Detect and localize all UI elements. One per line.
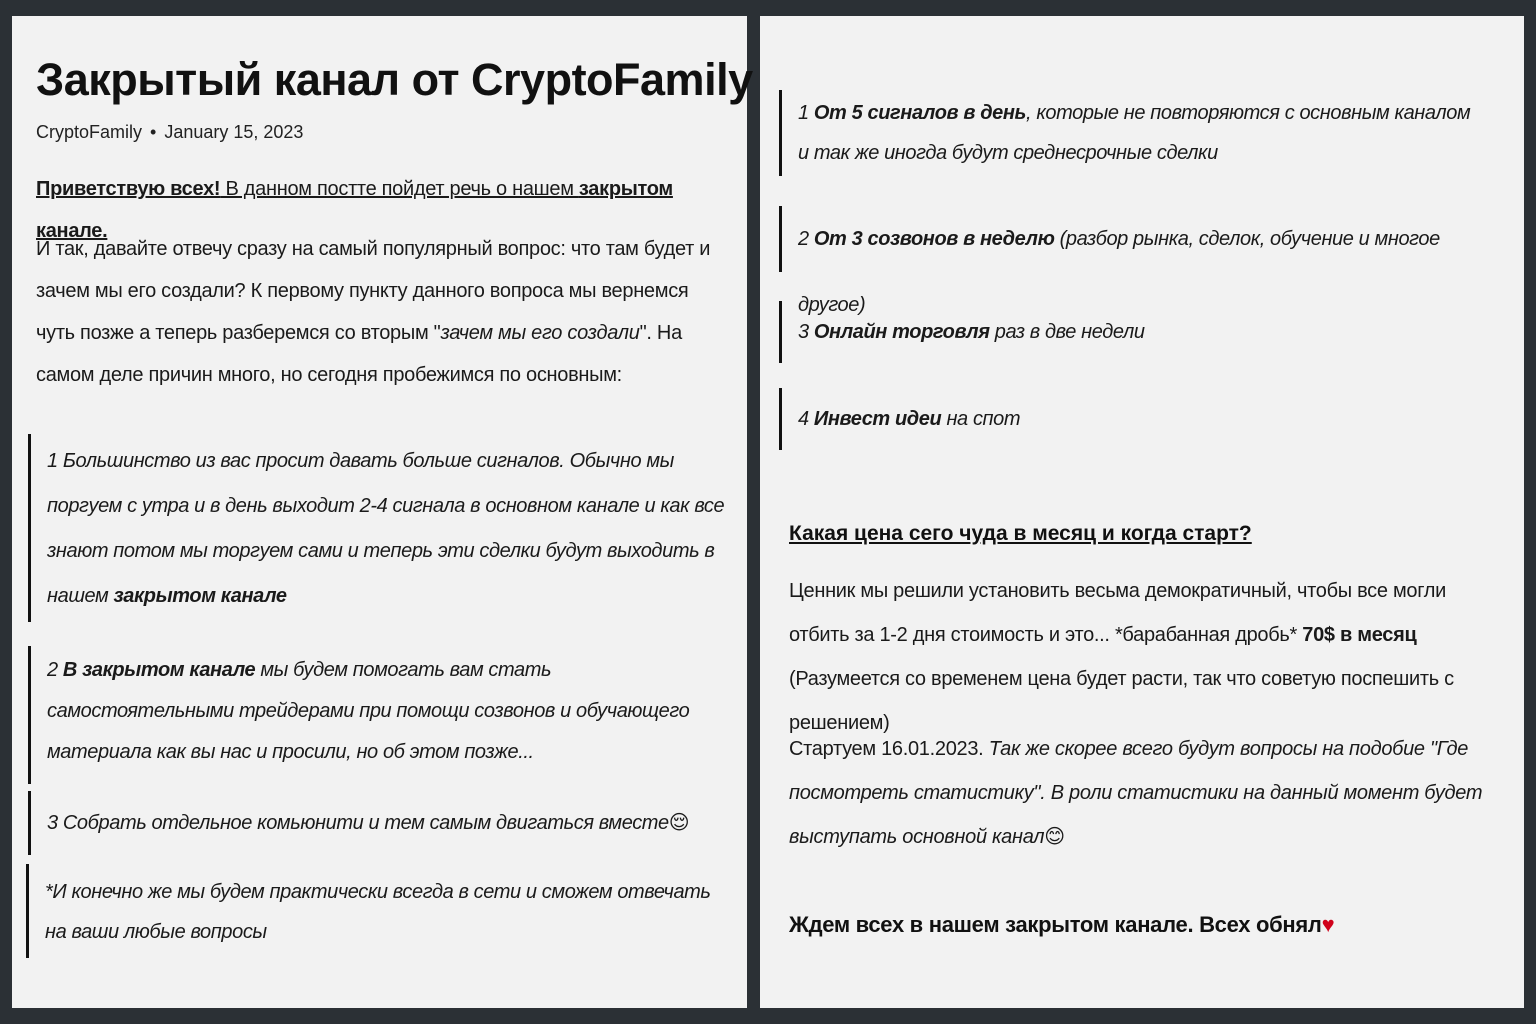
quote-1-text: 1 Большинство из вас просит давать больше сигналов. Обычно мы поргуем с утра и в день выходит 2-4 сигнала в основном канале и как все знают потом мы торгуем сами и теперь эти сделки будут выходить в нашем bbox=[47, 450, 725, 607]
intro-italic: зачем мы его создали bbox=[440, 322, 640, 344]
price-text-2: (Разумеется со временем цена будет расти, так что советую поспешить с решением) bbox=[789, 668, 1454, 734]
feature-4-num: 4 bbox=[798, 408, 814, 430]
price-paragraph bbox=[789, 569, 1489, 745]
quote-2-num: 2 bbox=[47, 659, 63, 681]
price-bold: 70$ в месяц bbox=[1302, 624, 1417, 646]
heart-icon: ♥ bbox=[1321, 912, 1335, 937]
quote-4-text: *И конечно же мы будем практически всегда в сети и сможем отвечать на ваши любые вопросы bbox=[45, 881, 711, 943]
quote-2-bold: В закрытом канале bbox=[62, 659, 256, 681]
quote-2-text: мы будем помогать вам стать самостоятельными трейдерами при помощи созвонов и обучающего материала как вы нас и просили, но об этом позже... bbox=[47, 659, 690, 763]
greeting-bold-end: закрытом канале. bbox=[36, 178, 673, 242]
intro-text-2: ". На самом деле причин много, но сегодня пробежимся по основным: bbox=[36, 322, 682, 386]
quote-reason-2 bbox=[28, 646, 728, 784]
feature-item-4 bbox=[779, 388, 1479, 450]
quote-1-bold: закрытом канале bbox=[113, 585, 287, 607]
post-page-left bbox=[12, 16, 753, 1008]
intro-paragraph bbox=[36, 228, 726, 396]
feature-1-text: , которые не повторяются с основным каналом и так же иногда будут среднесрочные сделки bbox=[798, 102, 1471, 164]
start-paragraph bbox=[789, 727, 1489, 859]
post-page-right bbox=[760, 16, 1524, 1008]
start-text: Стартуем 16.01.2023. bbox=[789, 738, 989, 760]
feature-2-num: 2 bbox=[798, 228, 814, 250]
start-italic: Так же скорее всего будут вопросы на подобие "Где посмотреть статистику". В роли статистики на данный момент будет выступать основной канал bbox=[789, 738, 1483, 848]
feature-4-text: на спот bbox=[941, 408, 1021, 430]
post-meta bbox=[36, 122, 303, 143]
post-date: January 15, 2023 bbox=[164, 122, 304, 142]
intro-text-1: И так, давайте отвечу сразу на самый популярный вопрос: что там будет и зачем мы его создали? К первому пункту данного вопроса мы вернемся чуть позже а теперь разберемся со вторым " bbox=[36, 238, 711, 344]
smiling-face-emoji-icon: 😊 bbox=[1044, 826, 1065, 848]
quote-reason-1 bbox=[28, 434, 728, 622]
feature-4-bold: Инвест идеи bbox=[813, 408, 942, 430]
post-title: Закрытый канал от CryptoFamily bbox=[36, 54, 753, 105]
feature-2-bold: От 3 созвонов в неделю bbox=[813, 228, 1055, 250]
closing-text: Ждем всех в нашем закрытом канале. Всех обнял bbox=[789, 912, 1322, 937]
quote-3-text: 3 Собрать отдельное комьюнити и тем самым двигаться вместе bbox=[47, 812, 669, 834]
quote-reason-4 bbox=[26, 864, 728, 958]
relieved-face-emoji-icon: 😌 bbox=[668, 812, 690, 834]
feature-1-num: 1 bbox=[798, 102, 814, 124]
greeting-text: В данном постте пойдет речь о нашем bbox=[220, 178, 579, 200]
greeting-bold: Приветствую всех! bbox=[36, 178, 221, 200]
feature-3-num: 3 bbox=[798, 321, 814, 343]
feature-3-text: раз в две недели bbox=[989, 321, 1145, 343]
price-text-1: Ценник мы решили установить весьма демократичный, чтобы все могли отбить за 1-2 дня стоимость и это... *барабанная дробь* bbox=[789, 580, 1447, 646]
feature-item-2 bbox=[779, 206, 1499, 316]
feature-item-1 bbox=[779, 90, 1479, 176]
feature-2-text: (разбор рынка, сделок, обучение и многое другое) bbox=[798, 228, 1440, 316]
post-author[interactable]: CryptoFamily bbox=[36, 122, 143, 142]
price-heading: Какая цена сего чуда в месяц и когда старт? bbox=[789, 522, 1252, 545]
feature-1-bold: От 5 сигналов в день bbox=[813, 102, 1027, 124]
closing-line bbox=[789, 912, 1334, 938]
feature-item-3 bbox=[779, 301, 1479, 363]
quote-reason-3 bbox=[28, 791, 728, 855]
feature-3-bold: Онлайн торговля bbox=[813, 321, 990, 343]
meta-separator: • bbox=[150, 122, 157, 142]
